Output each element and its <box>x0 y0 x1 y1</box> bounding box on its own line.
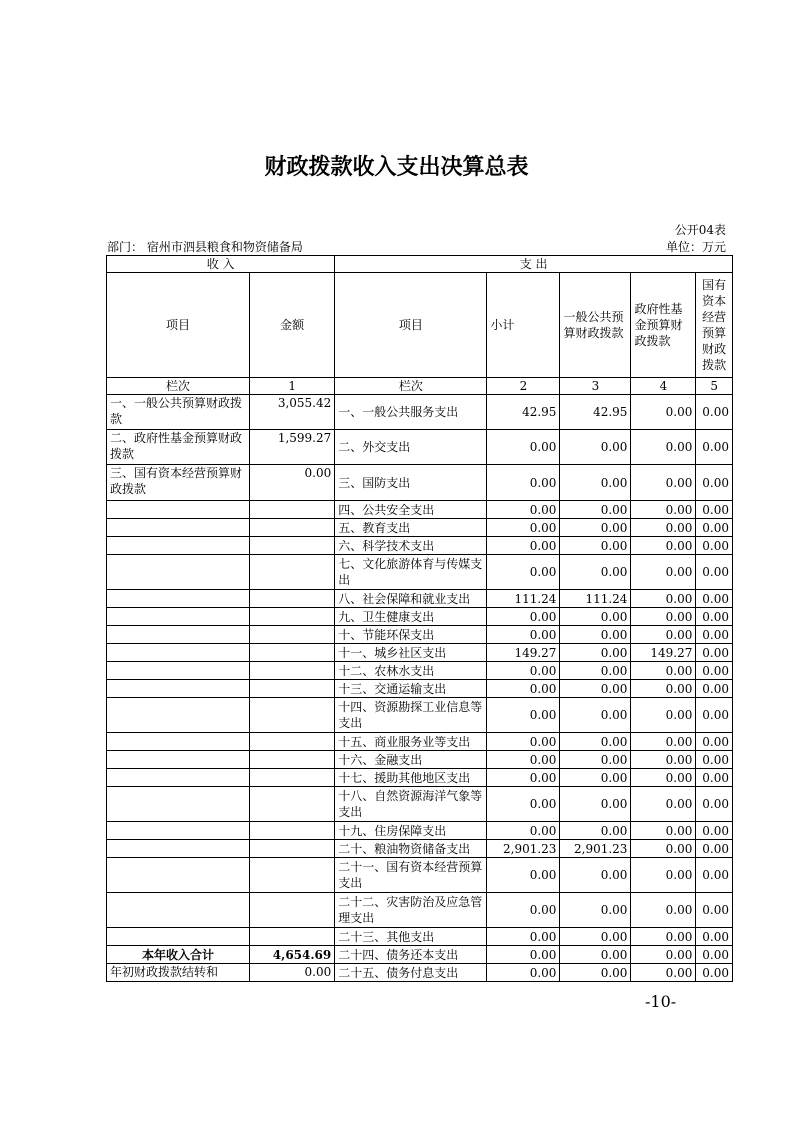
general-budget-cell: 0.00 <box>560 698 631 733</box>
expense-item-cell: 六、科学技术支出 <box>335 537 487 555</box>
table-row <box>107 519 733 537</box>
state-capital-cell: 0.00 <box>696 519 733 537</box>
table-row <box>107 626 733 644</box>
general-budget-cell: 0.00 <box>560 946 631 964</box>
state-capital-cell: 0.00 <box>696 822 733 840</box>
col-index-2: 2 <box>487 378 560 395</box>
income-item-cell <box>107 555 250 590</box>
fund-budget-cell: 0.00 <box>631 555 696 590</box>
general-budget-cell: 0.00 <box>560 928 631 946</box>
expense-item-cell: 十一、城乡社区支出 <box>335 644 487 662</box>
subtotal-cell: 0.00 <box>487 501 560 519</box>
general-budget-cell: 0.00 <box>560 430 631 465</box>
col-index-1: 1 <box>250 378 335 395</box>
state-capital-cell: 0.00 <box>696 608 733 626</box>
expense-item-cell: 九、卫生健康支出 <box>335 608 487 626</box>
fund-budget-cell: 0.00 <box>631 608 696 626</box>
table-row <box>107 840 733 858</box>
fund-budget-cell: 0.00 <box>631 537 696 555</box>
general-budget-cell: 111.24 <box>560 590 631 608</box>
income-item-cell <box>107 787 250 822</box>
state-capital-cell: 0.00 <box>696 733 733 751</box>
fund-budget-cell: 0.00 <box>631 680 696 698</box>
table-row <box>107 733 733 751</box>
expense-item-cell: 二十一、国有资本经营预算支出 <box>335 858 487 893</box>
general-budget-cell: 0.00 <box>560 733 631 751</box>
income-amount-cell <box>250 769 335 787</box>
income-amount-cell: 3,055.42 <box>250 395 335 430</box>
state-capital-cell: 0.00 <box>696 928 733 946</box>
subtotal-cell: 0.00 <box>487 519 560 537</box>
expense-item-cell: 十、节能环保支出 <box>335 626 487 644</box>
fund-budget-cell: 0.00 <box>631 964 696 982</box>
income-amount-cell <box>250 519 335 537</box>
general-budget-cell: 0.00 <box>560 662 631 680</box>
expense-item-cell: 三、国防支出 <box>335 465 487 501</box>
fund-budget-cell: 0.00 <box>631 662 696 680</box>
expense-item-cell: 二、外交支出 <box>335 430 487 465</box>
income-amount-cell <box>250 537 335 555</box>
col-header-item-expense: 项目 <box>335 273 487 378</box>
state-capital-cell: 0.00 <box>696 395 733 430</box>
income-amount-cell <box>250 698 335 733</box>
income-item-cell <box>107 733 250 751</box>
income-amount-cell <box>250 608 335 626</box>
table-row <box>107 465 733 501</box>
general-budget-cell: 0.00 <box>560 769 631 787</box>
subtotal-cell: 0.00 <box>487 537 560 555</box>
fund-budget-cell: 0.00 <box>631 395 696 430</box>
subtotal-cell: 0.00 <box>487 928 560 946</box>
table-row <box>107 430 733 465</box>
fund-budget-cell: 0.00 <box>631 787 696 822</box>
expense-header: 支 出 <box>335 256 733 273</box>
col-index-4: 4 <box>631 378 696 395</box>
income-item-cell: 本年收入合计 <box>107 946 250 964</box>
table-row <box>107 787 733 822</box>
form-code: 公开04表 <box>674 223 726 237</box>
fund-budget-cell: 0.00 <box>631 751 696 769</box>
fund-budget-cell: 0.00 <box>631 946 696 964</box>
expense-item-cell: 十九、住房保障支出 <box>335 822 487 840</box>
state-capital-cell: 0.00 <box>696 680 733 698</box>
table-row <box>107 822 733 840</box>
income-header: 收 入 <box>107 256 335 273</box>
department-label: 部门： 宿州市泗县粮食和物资储备局 <box>107 240 303 254</box>
general-budget-cell: 0.00 <box>560 555 631 590</box>
fund-budget-cell: 0.00 <box>631 769 696 787</box>
subtotal-cell: 0.00 <box>487 787 560 822</box>
page-title: 财政拨款收入支出决算总表 <box>264 155 529 180</box>
general-budget-cell: 42.95 <box>560 395 631 430</box>
state-capital-cell: 0.00 <box>696 751 733 769</box>
general-budget-cell: 0.00 <box>560 501 631 519</box>
state-capital-cell: 0.00 <box>696 893 733 928</box>
income-amount-cell <box>250 590 335 608</box>
table-row <box>107 858 733 893</box>
expense-item-cell: 十五、商业服务业等支出 <box>335 733 487 751</box>
subtotal-cell: 149.27 <box>487 644 560 662</box>
table-row <box>107 893 733 928</box>
expense-item-cell: 二十四、债务还本支出 <box>335 946 487 964</box>
income-amount-cell: 4,654.69 <box>250 946 335 964</box>
income-amount-cell <box>250 501 335 519</box>
general-budget-cell: 2,901.23 <box>560 840 631 858</box>
general-budget-cell: 0.00 <box>560 787 631 822</box>
general-budget-cell: 0.00 <box>560 519 631 537</box>
expense-item-cell: 二十二、灾害防治及应急管理支出 <box>335 893 487 928</box>
expense-item-cell: 十二、农林水支出 <box>335 662 487 680</box>
fund-budget-cell: 149.27 <box>631 644 696 662</box>
subtotal-cell: 0.00 <box>487 733 560 751</box>
income-item-cell: 年初财政拨款结转和 <box>107 964 250 982</box>
subtotal-cell: 0.00 <box>487 769 560 787</box>
expense-item-cell: 二十五、债务付息支出 <box>335 964 487 982</box>
fund-budget-cell: 0.00 <box>631 590 696 608</box>
expense-item-cell: 五、教育支出 <box>335 519 487 537</box>
state-capital-cell: 0.00 <box>696 769 733 787</box>
subtotal-cell: 0.00 <box>487 555 560 590</box>
expense-item-cell: 十三、交通运输支出 <box>335 680 487 698</box>
general-budget-cell: 0.00 <box>560 751 631 769</box>
expense-item-cell: 十四、资源勘探工业信息等支出 <box>335 698 487 733</box>
income-amount-cell <box>250 626 335 644</box>
expense-item-cell: 七、文化旅游体育与传媒支出 <box>335 555 487 590</box>
state-capital-cell: 0.00 <box>696 787 733 822</box>
income-amount-cell <box>250 680 335 698</box>
state-capital-cell: 0.00 <box>696 840 733 858</box>
table-row <box>107 680 733 698</box>
expense-item-cell: 二十、粮油物资储备支出 <box>335 840 487 858</box>
subtotal-cell: 0.00 <box>487 680 560 698</box>
subtotal-cell: 0.00 <box>487 626 560 644</box>
state-capital-cell: 0.00 <box>696 430 733 465</box>
subtotal-cell: 0.00 <box>487 465 560 501</box>
col-index-5: 5 <box>696 378 733 395</box>
table-column-header-row <box>107 273 733 378</box>
general-budget-cell: 0.00 <box>560 465 631 501</box>
expense-item-cell: 二十三、其他支出 <box>335 928 487 946</box>
state-capital-cell: 0.00 <box>696 626 733 644</box>
income-amount-cell <box>250 840 335 858</box>
expense-item-cell: 十六、金融支出 <box>335 751 487 769</box>
expense-item-cell: 四、公共安全支出 <box>335 501 487 519</box>
fund-budget-cell: 0.00 <box>631 626 696 644</box>
subtotal-cell: 0.00 <box>487 858 560 893</box>
income-item-cell <box>107 537 250 555</box>
row-label-expense: 栏次 <box>335 378 487 395</box>
subtotal-cell: 0.00 <box>487 662 560 680</box>
income-item-cell <box>107 501 250 519</box>
expense-item-cell: 八、社会保障和就业支出 <box>335 590 487 608</box>
income-amount-cell: 0.00 <box>250 465 335 501</box>
state-capital-cell: 0.00 <box>696 501 733 519</box>
income-amount-cell <box>250 822 335 840</box>
state-capital-cell: 0.00 <box>696 555 733 590</box>
subtotal-cell: 111.24 <box>487 590 560 608</box>
subtotal-cell: 2,901.23 <box>487 840 560 858</box>
fund-budget-cell: 0.00 <box>631 501 696 519</box>
table-row <box>107 608 733 626</box>
general-budget-cell: 0.00 <box>560 626 631 644</box>
table-row <box>107 928 733 946</box>
expense-item-cell: 十七、援助其他地区支出 <box>335 769 487 787</box>
table-row <box>107 555 733 590</box>
income-item-cell <box>107 608 250 626</box>
income-amount-cell <box>250 662 335 680</box>
table-row <box>107 395 733 430</box>
fund-budget-cell: 0.00 <box>631 733 696 751</box>
income-item-cell <box>107 822 250 840</box>
col-header-state-capital: 国有资本经营预算财政拨款 <box>696 273 733 378</box>
income-item-cell <box>107 928 250 946</box>
state-capital-cell: 0.00 <box>696 590 733 608</box>
col-index-3: 3 <box>560 378 631 395</box>
col-header-amount: 金额 <box>250 273 335 378</box>
subtotal-cell: 0.00 <box>487 430 560 465</box>
subtotal-cell: 0.00 <box>487 698 560 733</box>
income-amount-cell <box>250 893 335 928</box>
income-item-cell <box>107 893 250 928</box>
income-item-cell <box>107 751 250 769</box>
income-item-cell: 一、一般公共预算财政拨款 <box>107 395 250 430</box>
general-budget-cell: 0.00 <box>560 964 631 982</box>
subtotal-cell: 0.00 <box>487 822 560 840</box>
income-item-cell <box>107 680 250 698</box>
income-amount-cell: 0.00 <box>250 964 335 982</box>
table-row <box>107 964 733 982</box>
fund-budget-cell: 0.00 <box>631 430 696 465</box>
income-item-cell <box>107 590 250 608</box>
income-item-cell <box>107 769 250 787</box>
subtotal-cell: 0.00 <box>487 751 560 769</box>
state-capital-cell: 0.00 <box>696 964 733 982</box>
table-row <box>107 644 733 662</box>
col-header-subtotal: 小计 <box>487 273 560 378</box>
general-budget-cell: 0.00 <box>560 822 631 840</box>
income-amount-cell <box>250 733 335 751</box>
income-amount-cell <box>250 644 335 662</box>
income-amount-cell <box>250 555 335 590</box>
general-budget-cell: 0.00 <box>560 858 631 893</box>
fund-budget-cell: 0.00 <box>631 893 696 928</box>
state-capital-cell: 0.00 <box>696 662 733 680</box>
expense-item-cell: 一、一般公共服务支出 <box>335 395 487 430</box>
page-number: -10- <box>645 992 677 1011</box>
fund-budget-cell: 0.00 <box>631 840 696 858</box>
table-header-group-row <box>107 256 733 273</box>
table-row <box>107 537 733 555</box>
income-amount-cell <box>250 787 335 822</box>
state-capital-cell: 0.00 <box>696 644 733 662</box>
income-item-cell <box>107 858 250 893</box>
table-row <box>107 662 733 680</box>
col-header-general-budget: 一般公共预算财政拨款 <box>560 273 631 378</box>
general-budget-cell: 0.00 <box>560 680 631 698</box>
table-row <box>107 751 733 769</box>
column-index-row <box>107 378 733 395</box>
general-budget-cell: 0.00 <box>560 644 631 662</box>
state-capital-cell: 0.00 <box>696 465 733 501</box>
income-item-cell <box>107 644 250 662</box>
general-budget-cell: 0.00 <box>560 537 631 555</box>
fund-budget-cell: 0.00 <box>631 928 696 946</box>
unit-label: 单位：万元 <box>665 240 726 254</box>
fund-budget-cell: 0.00 <box>631 698 696 733</box>
income-item-cell <box>107 698 250 733</box>
table-row <box>107 590 733 608</box>
state-capital-cell: 0.00 <box>696 698 733 733</box>
col-header-item-income: 项目 <box>107 273 250 378</box>
fund-budget-cell: 0.00 <box>631 822 696 840</box>
row-label-income: 栏次 <box>107 378 250 395</box>
general-budget-cell: 0.00 <box>560 893 631 928</box>
subtotal-cell: 0.00 <box>487 946 560 964</box>
income-item-cell: 二、政府性基金预算财政拨款 <box>107 430 250 465</box>
table-row <box>107 946 733 964</box>
state-capital-cell: 0.00 <box>696 946 733 964</box>
state-capital-cell: 0.00 <box>696 858 733 893</box>
subtotal-cell: 0.00 <box>487 964 560 982</box>
fund-budget-cell: 0.00 <box>631 858 696 893</box>
income-item-cell: 三、国有资本经营预算财政拨款 <box>107 465 250 501</box>
income-item-cell <box>107 519 250 537</box>
subtotal-cell: 0.00 <box>487 608 560 626</box>
income-amount-cell <box>250 858 335 893</box>
income-item-cell <box>107 662 250 680</box>
subtotal-cell: 0.00 <box>487 893 560 928</box>
table-row <box>107 769 733 787</box>
income-amount-cell: 1,599.27 <box>250 430 335 465</box>
subtotal-cell: 42.95 <box>487 395 560 430</box>
fund-budget-cell: 0.00 <box>631 519 696 537</box>
fund-budget-cell: 0.00 <box>631 465 696 501</box>
state-capital-cell: 0.00 <box>696 537 733 555</box>
income-item-cell <box>107 626 250 644</box>
col-header-fund-budget: 政府性基金预算财政拨款 <box>631 273 696 378</box>
table-row <box>107 501 733 519</box>
income-item-cell <box>107 840 250 858</box>
income-amount-cell <box>250 751 335 769</box>
expense-item-cell: 十八、自然资源海洋气象等支出 <box>335 787 487 822</box>
table-row <box>107 698 733 733</box>
general-budget-cell: 0.00 <box>560 608 631 626</box>
income-amount-cell <box>250 928 335 946</box>
budget-table <box>106 255 733 982</box>
